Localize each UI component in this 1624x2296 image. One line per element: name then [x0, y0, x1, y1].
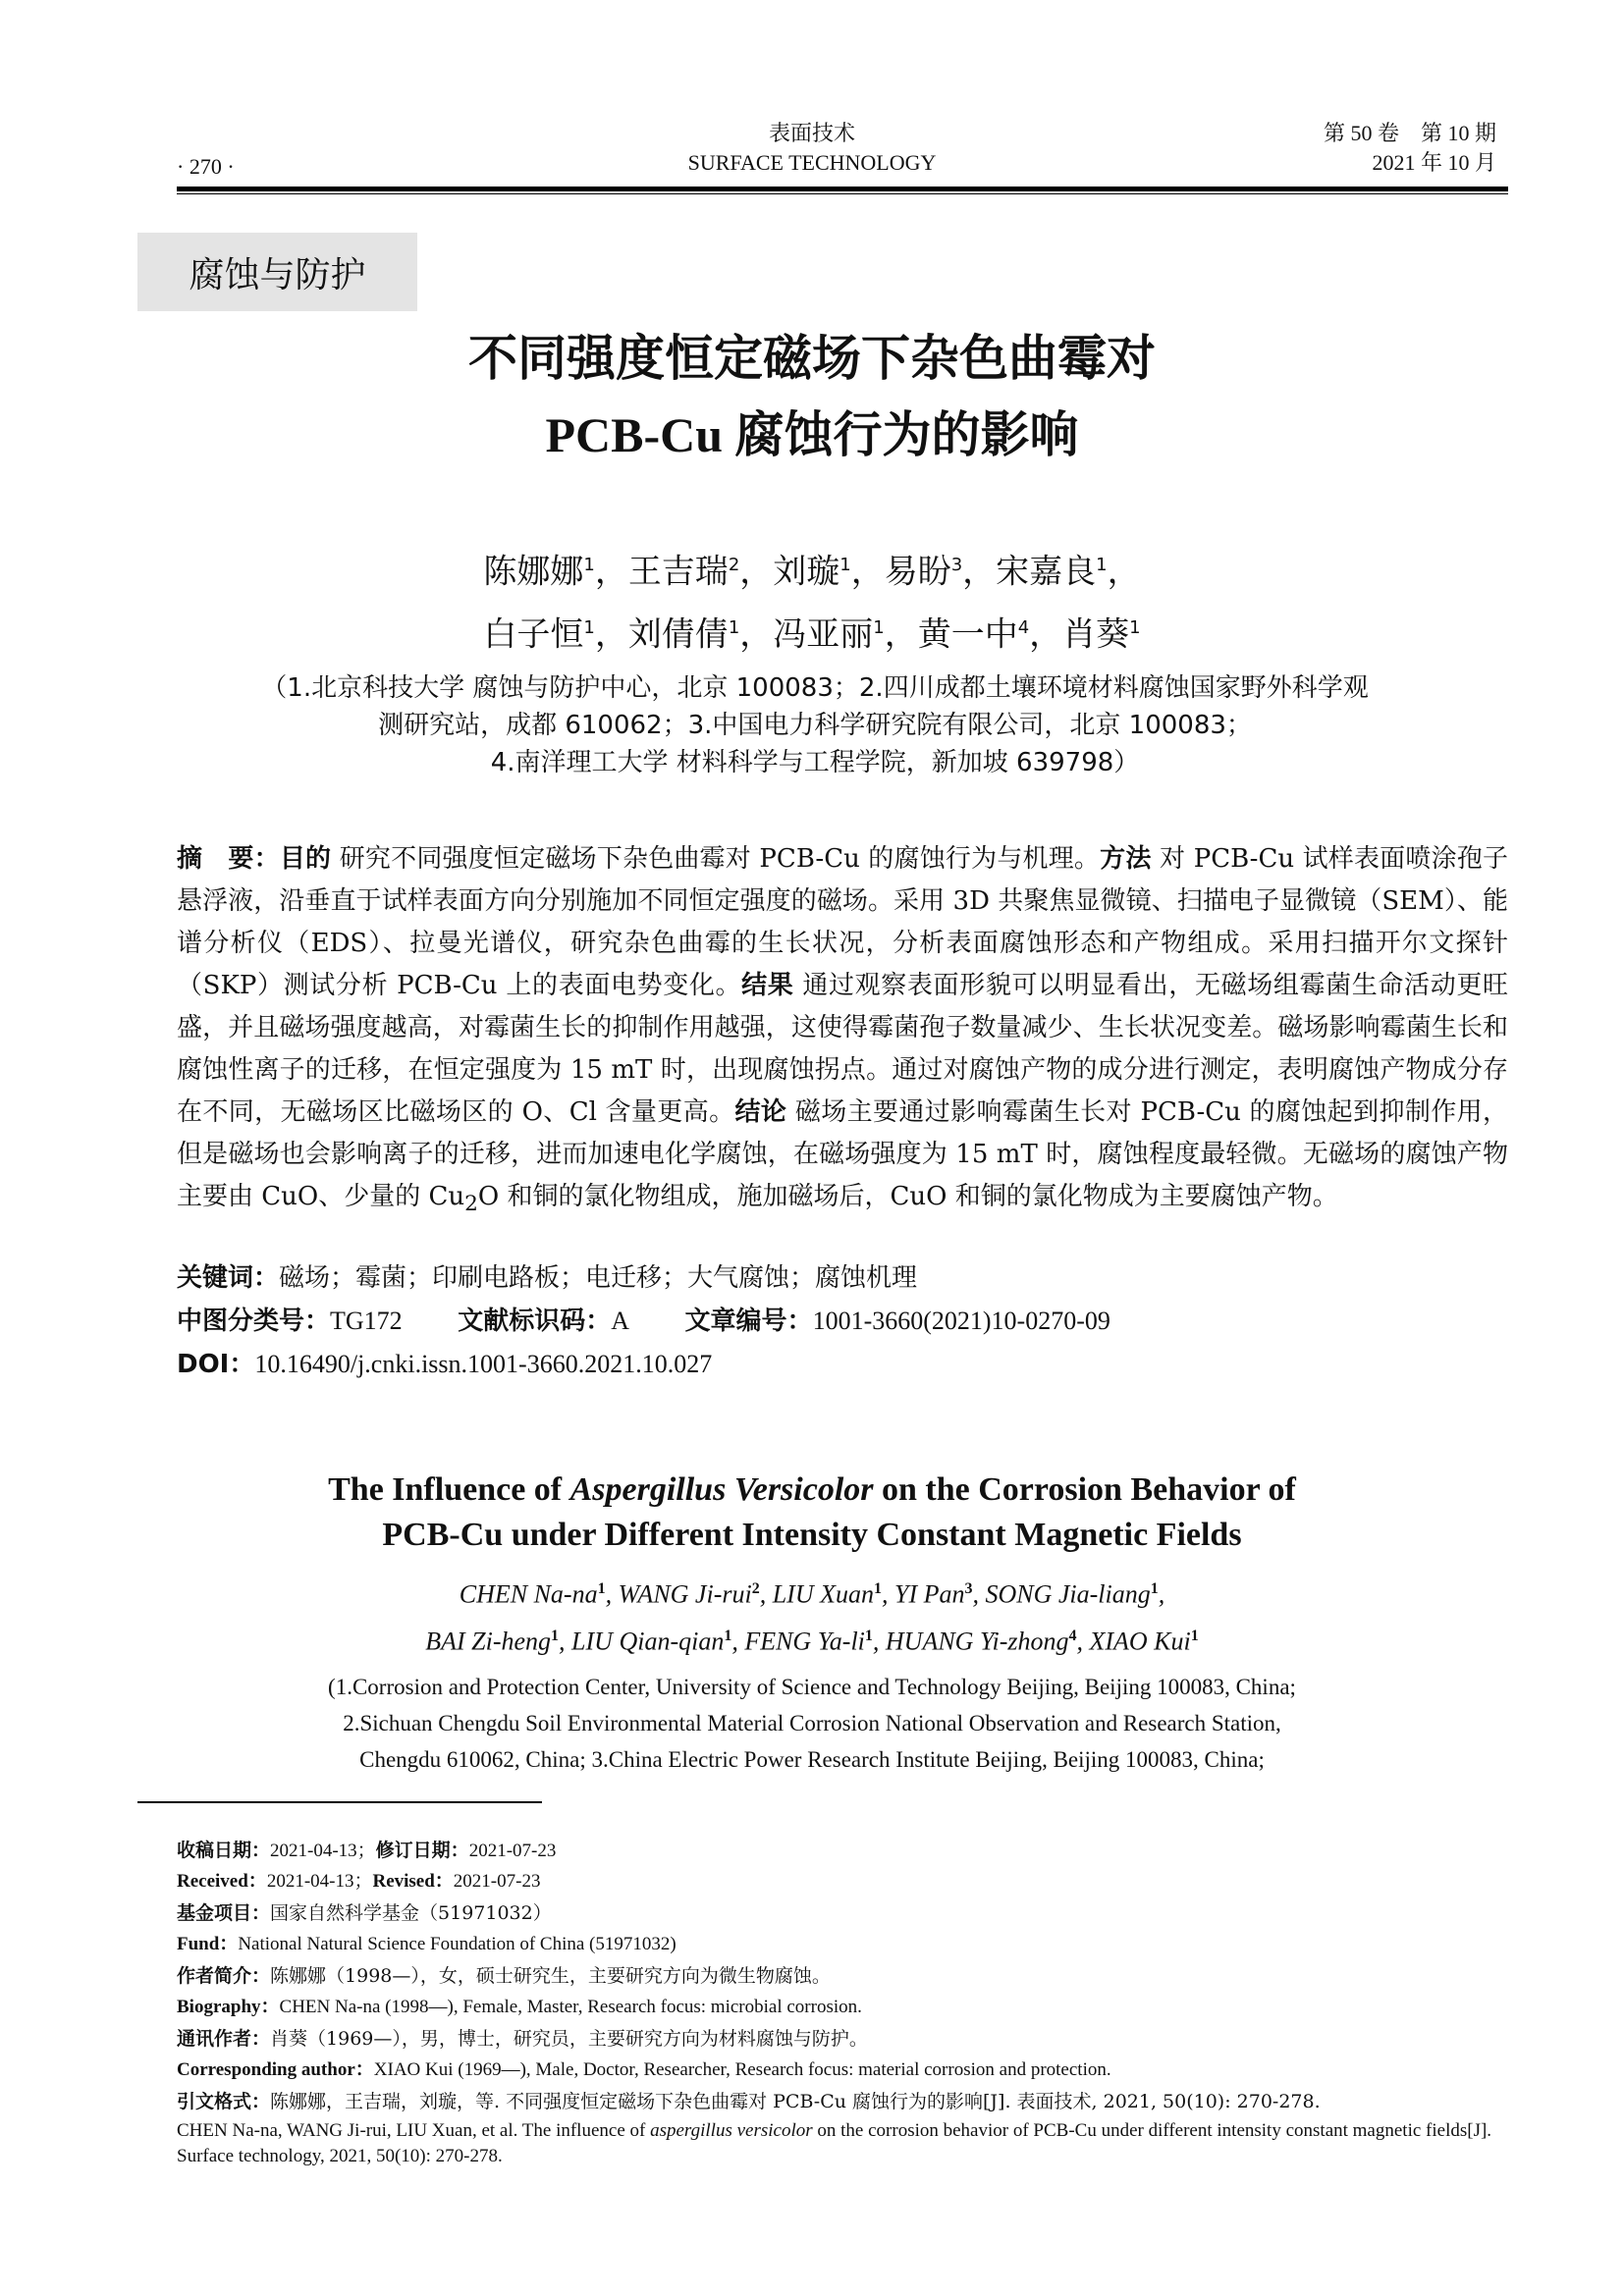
cite-en-start: CHEN Na-na, WANG Ji-rui, LIU Xuan, et al. The influence of — [177, 2120, 651, 2141]
section-label: 腐蚀与防护 — [137, 233, 417, 311]
authors-en — [196, 1569, 1428, 1662]
author-en-sup: 1 — [597, 1580, 606, 1597]
author-sep: ， — [962, 552, 997, 592]
author-en-sup: 2 — [751, 1580, 760, 1597]
author-en-sup: 1 — [1190, 1627, 1199, 1644]
page-number: · 270 · — [177, 154, 235, 179]
article-number-label: 文章编号： — [684, 1307, 813, 1336]
author-en-sup: 3 — [964, 1580, 973, 1597]
cite-en-end: on the corrosion behavior of PCB-Cu under different intensity constant magnetic fields[J]. Surface technology, 2021, 50(10): 270-278. — [177, 2120, 1492, 2166]
fund-en-value: National Natural Science Foundation of China (51971032) — [238, 1934, 677, 1954]
author-en: LIU Qian-qian — [571, 1627, 725, 1656]
doi-value: 10.16490/j.cnki.issn.1001-3660.2021.10.027 — [254, 1350, 713, 1378]
revised-cn-value: 2021-07-23 — [468, 1841, 557, 1861]
cite-cn-label: 引文格式： — [177, 2091, 271, 2112]
doc-code-value: A — [611, 1307, 630, 1335]
author-en: FENG Ya-li — [744, 1627, 865, 1656]
fund-cn-value: 国家自然科学基金（51971032） — [270, 1902, 552, 1924]
abstract — [177, 838, 1508, 1225]
author-en: HUANG Yi-zhong — [885, 1627, 1069, 1656]
author-sep: ， — [1029, 614, 1063, 655]
author-cn-sup: 2 — [728, 555, 740, 575]
author-en-sup: 1 — [724, 1627, 732, 1644]
journal-title-en: SURFACE TECHNOLOGY — [687, 150, 937, 175]
received-en-value: 2021-04-13； — [266, 1871, 373, 1892]
authors-cn-line2 — [196, 600, 1428, 663]
footnote-fund-cn — [177, 1898, 1532, 1928]
footnote-bio-en — [177, 1993, 1532, 2022]
footnote-cite-en — [177, 2118, 1532, 2169]
revised-en-label: Revised： — [372, 1871, 454, 1892]
corr-en-value: XIAO Kui (1969—), Male, Doctor, Researcher, Research focus: material corrosion and protection. — [373, 2059, 1111, 2080]
title-cn — [196, 320, 1428, 473]
fund-en-label: Fund： — [177, 1934, 239, 1954]
footnote-corr-cn — [177, 2024, 1532, 2054]
author-cn-sup: 1 — [839, 555, 851, 575]
journal-title-cn: 表面技术 — [768, 121, 855, 145]
corr-en-label: Corresponding author： — [177, 2059, 374, 2080]
fund-cn-label: 基金项目： — [177, 1902, 271, 1924]
received-en-label: Received： — [177, 1871, 267, 1892]
author-cn-sup: 3 — [950, 555, 963, 575]
footnote-rule — [137, 1801, 542, 1803]
conclusion-text-end: O 和铜的氯化物组成，施加磁场后，CuO 和铜的氯化物成为主要腐蚀产物。 — [477, 1182, 1338, 1211]
author-cn-sup: 4 — [1017, 617, 1030, 639]
title-en-pre: The Influence of — [328, 1471, 570, 1508]
conclusion-subscript: 2 — [464, 1192, 478, 1217]
author-en: LIU Xuan — [772, 1579, 874, 1609]
method-text: 对 PCB-Cu 试样表面喷涂孢子悬浮液，沿垂直于试样表面方向分别施加不同恒定强度的磁场。采用 3D 共聚焦显微镜、扫描电子显微镜（SEM）、能谱分析仪（EDS）、拉曼光谱仪，研究杂色曲霉的生长状况，分析表面腐蚀形态和产物组成。采用扫描开尔文探针（SKP）测试分析 PCB-Cu 上的表面电势变化。 — [177, 844, 1508, 1000]
method-label: 方法 — [1100, 844, 1152, 874]
author-en-sup: 1 — [864, 1627, 873, 1644]
classification — [177, 1303, 1508, 1340]
authors-en-line1: CHEN $Na-na^1$, WANG Ji-rui$^2$, LIU Xuan$^1$, YI Pan$^3$, SONG Jia-liang$^1$, — [459, 1579, 1165, 1609]
keywords — [177, 1259, 1508, 1297]
bio-cn-label: 作者简介： — [177, 1965, 271, 1987]
author-en: XIAO Kui — [1089, 1627, 1191, 1656]
author-en: YI Pan — [893, 1579, 965, 1609]
cite-cn-value: 陈娜娜，王吉瑞，刘璇，等. 不同强度恒定磁场下杂色曲霉对 PCB-Cu 腐蚀行为的影响[J]. 表面技术, 2021, 50(10): 270-278. — [270, 2091, 1321, 2112]
clc-value: TG172 — [330, 1307, 403, 1335]
revised-cn-label: 修订日期： — [375, 1840, 469, 1861]
received-cn-label: 收稿日期： — [177, 1840, 271, 1861]
doi — [177, 1346, 1508, 1383]
author-en: SONG Jia-liang — [985, 1579, 1151, 1609]
footnote-received-cn — [177, 1836, 1532, 1866]
author-en-sup: 1 — [551, 1627, 560, 1644]
affiliation-en-line: (1.Corrosion and Protection Center, University of Science and Technology Beijing, Beijing 100083, China; — [328, 1675, 1296, 1699]
journal-header — [616, 119, 1008, 178]
authors-en-line2: BAI Zi-heng$^1$, LIU Qian-qian$^1$, FENG $Ya-li^1$, HUANG Yi-zhong$^4$, XIAO Kui$^1$ — [425, 1627, 1199, 1656]
result-text: 通过观察表面形貌可以明显看出，无磁场组霉菌生命活动更旺盛，并且磁场强度越高，对霉菌生长的抑制作用越强，这使得霉菌孢子数量减少、生长状况变差。磁场影响霉菌生长和腐蚀性离子的迁移，在恒定强度为 15 mT 时，出现腐蚀拐点。通过对腐蚀产物的成分进行测定，表明腐蚀产物成分存在不同，无磁场区比磁场区的 O、Cl 含量更高。 — [177, 971, 1508, 1127]
affiliations-cn — [177, 669, 1453, 781]
bio-en-value: CHEN Na-na (1998—), Female, Master, Research focus: microbial corrosion. — [279, 1997, 862, 2017]
author-sep: ， — [739, 614, 774, 655]
author-en: WANG Ji-rui — [618, 1579, 752, 1609]
conclusion-text: 磁场主要通过影响霉菌生长对 PCB-Cu 的腐蚀起到抑制作用，但是磁场也会影响离子的迁移，进而加速电化学腐蚀，在磁场强度为 15 mT 时，腐蚀程度最轻微。无磁场的腐蚀产物主要由 CuO、少量的 Cu — [177, 1097, 1508, 1211]
author-en-sup: 1 — [873, 1580, 882, 1597]
cite-en-species: aspergillus versicolor — [650, 2120, 813, 2141]
author-cn-sup: 1 — [1096, 555, 1108, 575]
volume-issue: 第 50 卷 第 10 期 — [1323, 121, 1496, 145]
author-sep: ， — [739, 552, 774, 592]
author-cn-sup: 1 — [873, 617, 885, 639]
affiliation-cn-line: （1.北京科技大学 腐蚀与防护中心，北京 100083；2.四川成都土壤环境材料腐蚀国家野外科学观 — [261, 673, 1369, 703]
author-cn-sup: 1 — [728, 617, 740, 639]
author-cn: 肖葵 — [1062, 614, 1130, 655]
author-en-sup: 1 — [1150, 1580, 1159, 1597]
footnote-corr-en — [177, 2056, 1532, 2085]
authors-cn-line1 — [196, 537, 1428, 600]
purpose-text: 研究不同强度恒定磁场下杂色曲霉对 PCB-Cu 的腐蚀行为与机理。 — [331, 844, 1101, 874]
revised-en-value: 2021-07-23 — [453, 1871, 541, 1892]
author-cn: 陈娜娜 — [483, 552, 584, 592]
conclusion-label: 结论 — [734, 1097, 787, 1127]
received-cn-value: 2021-04-13； — [270, 1841, 376, 1861]
keywords-label: 关键词： — [177, 1263, 280, 1293]
author-sep: ， — [850, 552, 885, 592]
author-en-sup: 4 — [1068, 1627, 1077, 1644]
author-cn: 刘璇 — [773, 552, 840, 592]
affiliation-cn-line: 测研究站，成都 610062；3.中国电力科学研究院有限公司，北京 100083； — [378, 711, 1252, 740]
author-en: BAI Zi-heng — [425, 1627, 552, 1656]
footnote-cite-cn — [177, 2087, 1532, 2116]
clc-label: 中图分类号： — [177, 1307, 331, 1336]
author-en: CHEN Na-na — [459, 1579, 598, 1609]
purpose-label: 目的 — [279, 844, 332, 874]
bio-en-label: Biography： — [177, 1997, 280, 2017]
author-cn-sup: 1 — [583, 617, 595, 639]
author-cn: 易盼 — [884, 552, 951, 592]
title-cn-line1: 不同强度恒定磁场下杂色曲霉对 — [468, 330, 1156, 387]
doi-label: DOI： — [177, 1350, 255, 1379]
corr-cn-label: 通讯作者： — [177, 2028, 271, 2050]
author-cn: 刘倩倩 — [627, 614, 729, 655]
affiliation-cn-line: 4.南洋理工大学 材料科学与工程学院，新加坡 639798） — [490, 748, 1140, 777]
author-cn: 黄一中 — [917, 614, 1018, 655]
result-label: 结果 — [741, 971, 794, 1000]
corr-cn-value: 肖葵（1969—），男，博士，研究员，主要研究方向为材料腐蚀与防护。 — [270, 2028, 868, 2050]
doc-code-label: 文献标识码： — [458, 1307, 612, 1336]
title-en-species: Aspergillus Versicolor — [569, 1471, 874, 1508]
keywords-text: 磁场；霉菌；印刷电路板；电迁移；大气腐蚀；腐蚀机理 — [279, 1263, 918, 1293]
author-sep: ， — [1107, 552, 1141, 592]
header-rule-thin — [177, 193, 1508, 194]
authors-cn — [196, 537, 1428, 664]
title-cn-line2: PCB-Cu 腐蚀行为的影响 — [545, 407, 1079, 462]
title-en-line2: PCB-Cu under Different Intensity Constant Magnetic Fields — [382, 1517, 1242, 1553]
author-cn-sup: 1 — [1129, 617, 1141, 639]
author-sep: ， — [594, 614, 628, 655]
footnote-bio-cn — [177, 1961, 1532, 1991]
affiliation-en-line: 2.Sichuan Chengdu Soil Environmental Material Corrosion National Observation and Research Station, — [343, 1711, 1281, 1735]
title-en-post: on the Corrosion Behavior of — [873, 1471, 1296, 1508]
affiliation-en-line: Chengdu 610062, China; 3.China Electric Power Research Institute Beijing, Beijing 100083, China; — [359, 1747, 1265, 1772]
author-sep: ， — [884, 614, 918, 655]
author-cn: 冯亚丽 — [773, 614, 874, 655]
header-rule-thick — [177, 187, 1508, 191]
abstract-label: 摘 要： — [177, 844, 280, 874]
author-cn-sup: 1 — [583, 555, 595, 575]
footnote-received-en — [177, 1867, 1532, 1896]
author-cn: 白子恒 — [483, 614, 584, 655]
author-cn: 王吉瑞 — [627, 552, 729, 592]
affiliations-en — [196, 1669, 1428, 1778]
bio-cn-value: 陈娜娜（1998—），女，硕士研究生，主要研究方向为微生物腐蚀。 — [270, 1965, 831, 1987]
author-sep: ， — [594, 552, 628, 592]
footnote-fund-en — [177, 1930, 1532, 1959]
author-cn: 宋嘉良 — [996, 552, 1097, 592]
title-en-line1 — [196, 1468, 1428, 1513]
issue-date: 2021 年 10 月 — [1372, 150, 1496, 175]
article-number-value: 1001-3660(2021)10-0270-09 — [812, 1307, 1110, 1335]
title-en — [196, 1468, 1428, 1558]
issue-info — [1324, 119, 1496, 178]
